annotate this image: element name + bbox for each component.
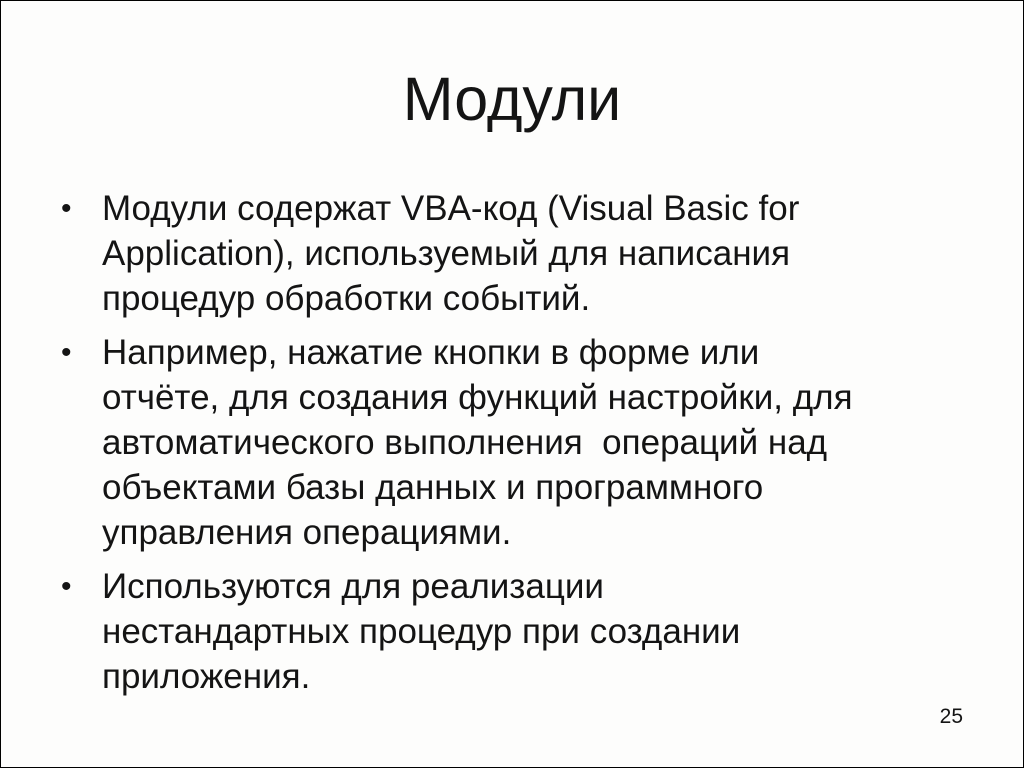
bullet-text-line: приложения. [102,657,311,696]
bullet-text-line: нестандартных процедур при создании [102,612,741,651]
bullet-text-line: Application), используемый для написания [102,234,791,273]
bullet-text-line: управления операциями. [102,513,512,552]
bullet-marker: • [61,336,72,369]
page-number: 25 [939,705,963,728]
slide-title: Модули [402,65,622,133]
bullet-text-line: отчёте, для создания функций настройки, для [102,378,853,417]
bullet-text-line: Модули содержат VBA-код (Visual Basic for [102,189,800,228]
bullet-list [61,186,981,708]
bullet-item [61,564,981,699]
bullet-text-line: Например, нажатие кнопки в форме или [102,333,760,372]
bullet-text-line: Используются для реализации [102,567,604,606]
bullet-item [61,330,981,555]
bullet-text-line: процедур обработки событий. [102,279,591,318]
bullet-text-line: объектами базы данных и программного [102,468,764,507]
bullet-text-line: автоматического выполнения операций над [102,423,828,462]
bullet-marker: • [61,192,72,225]
bullet-marker: • [61,570,72,603]
bullet-item [61,186,981,321]
